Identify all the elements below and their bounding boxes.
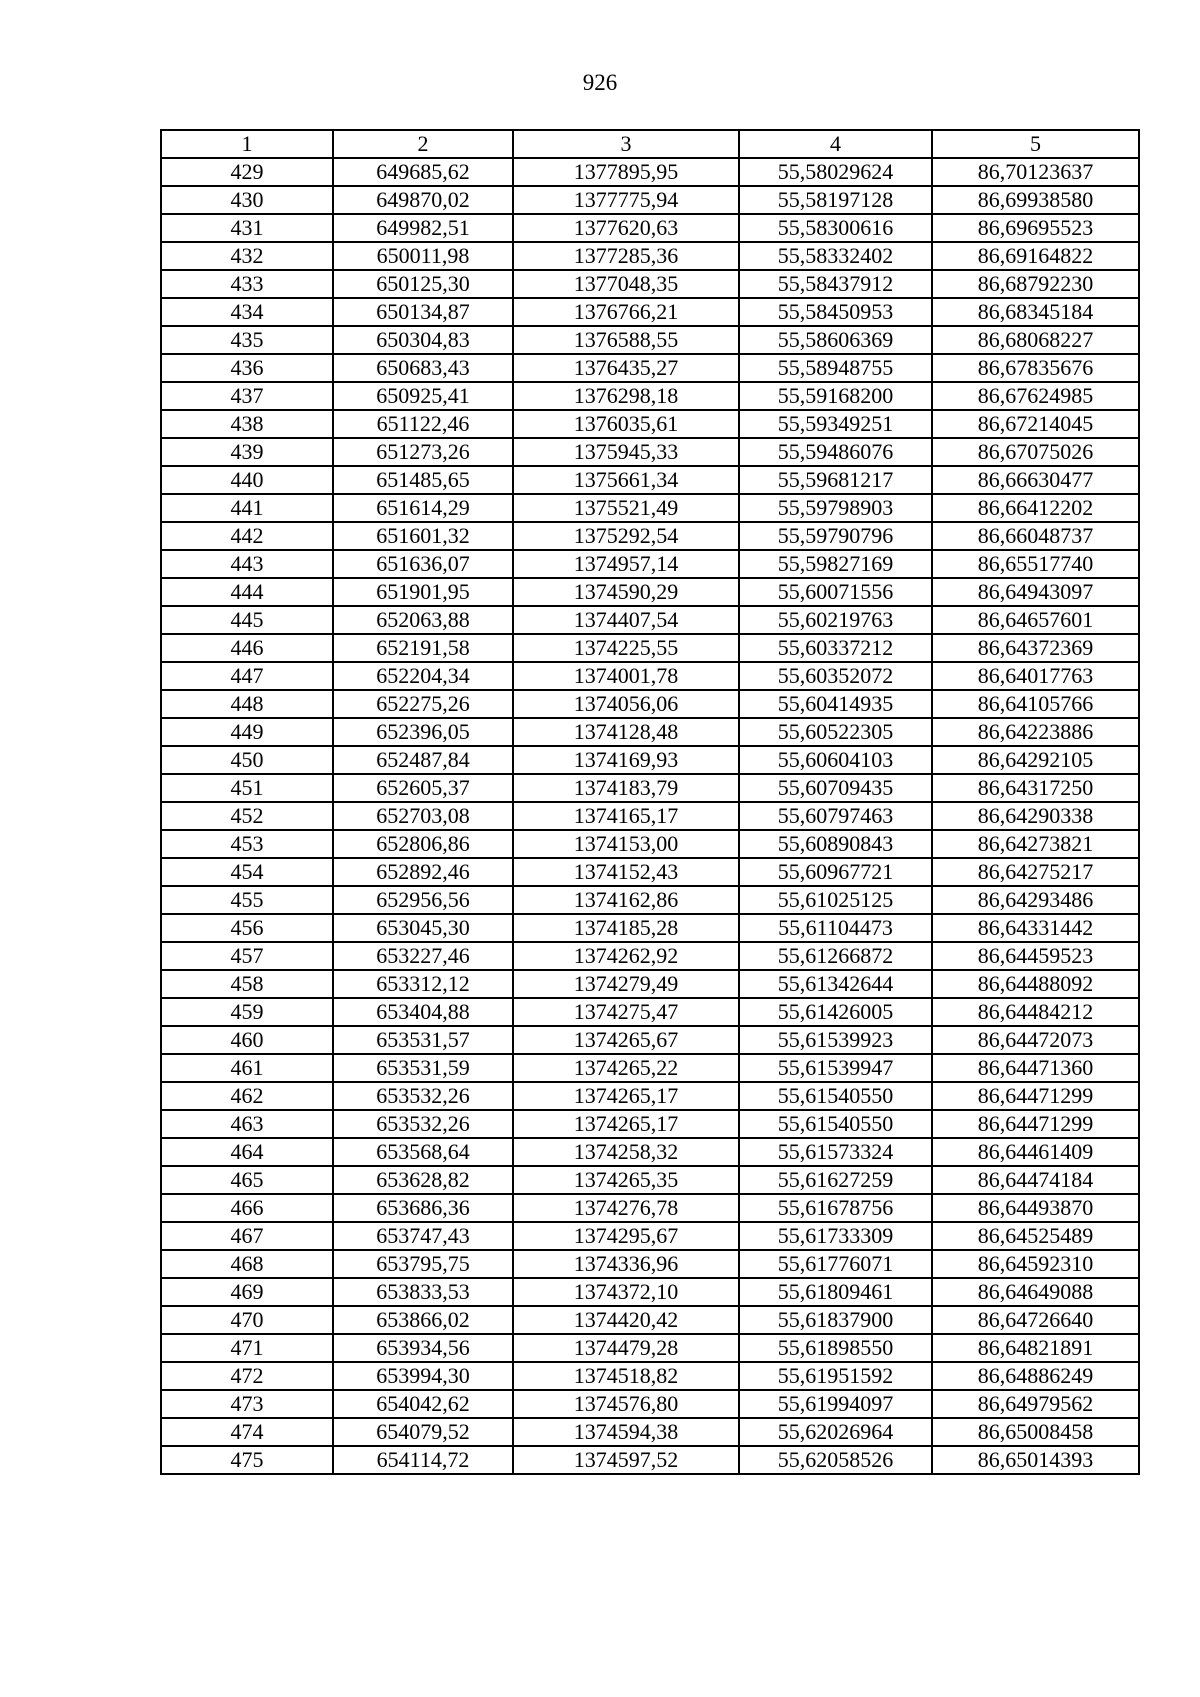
coord-x-cell: 653568,64 (333, 1138, 513, 1166)
latitude-cell: 55,61426005 (739, 998, 932, 1026)
coord-x-cell: 652806,86 (333, 830, 513, 858)
table-row (161, 1306, 1139, 1334)
longitude-cell: 86,66412202 (932, 494, 1139, 522)
table-row (161, 1194, 1139, 1222)
table-row (161, 382, 1139, 410)
coord-x-cell: 652275,26 (333, 690, 513, 718)
coord-y-cell: 1374265,35 (513, 1166, 739, 1194)
coord-x-cell: 653747,43 (333, 1222, 513, 1250)
coord-x-cell: 653866,02 (333, 1306, 513, 1334)
table-row (161, 914, 1139, 942)
column-header: 2 (333, 130, 513, 158)
point-number-cell: 436 (161, 354, 333, 382)
latitude-cell: 55,61951592 (739, 1362, 932, 1390)
longitude-cell: 86,64275217 (932, 858, 1139, 886)
point-number-cell: 475 (161, 1446, 333, 1474)
coord-x-cell: 652063,88 (333, 606, 513, 634)
coord-y-cell: 1374590,29 (513, 578, 739, 606)
coord-y-cell: 1374162,86 (513, 886, 739, 914)
point-number-cell: 435 (161, 326, 333, 354)
longitude-cell: 86,66048737 (932, 522, 1139, 550)
coord-x-cell: 651636,07 (333, 550, 513, 578)
table-row (161, 270, 1139, 298)
table-row (161, 1026, 1139, 1054)
latitude-cell: 55,60797463 (739, 802, 932, 830)
latitude-cell: 55,59827169 (739, 550, 932, 578)
coord-y-cell: 1377285,36 (513, 242, 739, 270)
coord-y-cell: 1374597,52 (513, 1446, 739, 1474)
latitude-cell: 55,59790796 (739, 522, 932, 550)
coord-x-cell: 652892,46 (333, 858, 513, 886)
point-number-cell: 450 (161, 746, 333, 774)
point-number-cell: 471 (161, 1334, 333, 1362)
longitude-cell: 86,64290338 (932, 802, 1139, 830)
point-number-cell: 459 (161, 998, 333, 1026)
coordinates-table (160, 129, 1140, 1475)
column-header: 4 (739, 130, 932, 158)
coord-y-cell: 1377048,35 (513, 270, 739, 298)
longitude-cell: 86,64471299 (932, 1110, 1139, 1138)
coord-y-cell: 1377895,95 (513, 158, 739, 186)
coord-x-cell: 650683,43 (333, 354, 513, 382)
longitude-cell: 86,69695523 (932, 214, 1139, 242)
longitude-cell: 86,64223886 (932, 718, 1139, 746)
coord-y-cell: 1374594,38 (513, 1418, 739, 1446)
longitude-cell: 86,64525489 (932, 1222, 1139, 1250)
longitude-cell: 86,65014393 (932, 1446, 1139, 1474)
longitude-cell: 86,64331442 (932, 914, 1139, 942)
latitude-cell: 55,58437912 (739, 270, 932, 298)
coord-y-cell: 1374276,78 (513, 1194, 739, 1222)
point-number-cell: 434 (161, 298, 333, 326)
longitude-cell: 86,64493870 (932, 1194, 1139, 1222)
longitude-cell: 86,65008458 (932, 1418, 1139, 1446)
coord-y-cell: 1375945,33 (513, 438, 739, 466)
table-row (161, 774, 1139, 802)
coord-x-cell: 653045,30 (333, 914, 513, 942)
table-row (161, 690, 1139, 718)
coord-y-cell: 1375292,54 (513, 522, 739, 550)
table-row (161, 1362, 1139, 1390)
longitude-cell: 86,64292105 (932, 746, 1139, 774)
coord-y-cell: 1374001,78 (513, 662, 739, 690)
coord-x-cell: 650925,41 (333, 382, 513, 410)
point-number-cell: 439 (161, 438, 333, 466)
table-row (161, 970, 1139, 998)
latitude-cell: 55,61678756 (739, 1194, 932, 1222)
coord-x-cell: 653531,57 (333, 1026, 513, 1054)
coord-y-cell: 1376035,61 (513, 410, 739, 438)
table-row (161, 886, 1139, 914)
coord-y-cell: 1376766,21 (513, 298, 739, 326)
coord-y-cell: 1374518,82 (513, 1362, 739, 1390)
coord-x-cell: 650011,98 (333, 242, 513, 270)
longitude-cell: 86,64886249 (932, 1362, 1139, 1390)
longitude-cell: 86,64105766 (932, 690, 1139, 718)
coord-x-cell: 650125,30 (333, 270, 513, 298)
table-row (161, 1278, 1139, 1306)
point-number-cell: 446 (161, 634, 333, 662)
latitude-cell: 55,60337212 (739, 634, 932, 662)
table-row (161, 550, 1139, 578)
coord-x-cell: 651122,46 (333, 410, 513, 438)
coord-y-cell: 1377775,94 (513, 186, 739, 214)
coord-x-cell: 650304,83 (333, 326, 513, 354)
table-header-row (161, 130, 1139, 158)
table-row (161, 662, 1139, 690)
table-row (161, 158, 1139, 186)
column-header: 3 (513, 130, 739, 158)
point-number-cell: 429 (161, 158, 333, 186)
latitude-cell: 55,59798903 (739, 494, 932, 522)
table-row (161, 1334, 1139, 1362)
point-number-cell: 452 (161, 802, 333, 830)
coord-x-cell: 653833,53 (333, 1278, 513, 1306)
point-number-cell: 443 (161, 550, 333, 578)
table-row (161, 1138, 1139, 1166)
latitude-cell: 55,59681217 (739, 466, 932, 494)
longitude-cell: 86,64472073 (932, 1026, 1139, 1054)
coord-x-cell: 650134,87 (333, 298, 513, 326)
longitude-cell: 86,67214045 (932, 410, 1139, 438)
latitude-cell: 55,58606369 (739, 326, 932, 354)
point-number-cell: 472 (161, 1362, 333, 1390)
coord-x-cell: 653404,88 (333, 998, 513, 1026)
latitude-cell: 55,61809461 (739, 1278, 932, 1306)
point-number-cell: 441 (161, 494, 333, 522)
coord-x-cell: 651614,29 (333, 494, 513, 522)
point-number-cell: 442 (161, 522, 333, 550)
longitude-cell: 86,69164822 (932, 242, 1139, 270)
longitude-cell: 86,64461409 (932, 1138, 1139, 1166)
longitude-cell: 86,64273821 (932, 830, 1139, 858)
longitude-cell: 86,64592310 (932, 1250, 1139, 1278)
coord-x-cell: 654079,52 (333, 1418, 513, 1446)
point-number-cell: 449 (161, 718, 333, 746)
coord-y-cell: 1374279,49 (513, 970, 739, 998)
longitude-cell: 86,65517740 (932, 550, 1139, 578)
coord-y-cell: 1376588,55 (513, 326, 739, 354)
coord-y-cell: 1374183,79 (513, 774, 739, 802)
coord-y-cell: 1374420,42 (513, 1306, 739, 1334)
coord-y-cell: 1376298,18 (513, 382, 739, 410)
coord-x-cell: 653532,26 (333, 1110, 513, 1138)
table-row (161, 858, 1139, 886)
coord-x-cell: 653934,56 (333, 1334, 513, 1362)
latitude-cell: 55,60071556 (739, 578, 932, 606)
coord-x-cell: 654114,72 (333, 1446, 513, 1474)
table-row (161, 326, 1139, 354)
coord-x-cell: 653312,12 (333, 970, 513, 998)
coord-y-cell: 1374479,28 (513, 1334, 739, 1362)
coord-y-cell: 1374372,10 (513, 1278, 739, 1306)
point-number-cell: 445 (161, 606, 333, 634)
table-row (161, 242, 1139, 270)
table-row (161, 802, 1139, 830)
latitude-cell: 55,58450953 (739, 298, 932, 326)
coord-x-cell: 649982,51 (333, 214, 513, 242)
longitude-cell: 86,68345184 (932, 298, 1139, 326)
point-number-cell: 464 (161, 1138, 333, 1166)
point-number-cell: 453 (161, 830, 333, 858)
latitude-cell: 55,61573324 (739, 1138, 932, 1166)
latitude-cell: 55,59486076 (739, 438, 932, 466)
longitude-cell: 86,64471299 (932, 1082, 1139, 1110)
point-number-cell: 466 (161, 1194, 333, 1222)
latitude-cell: 55,61342644 (739, 970, 932, 998)
coord-x-cell: 651601,32 (333, 522, 513, 550)
point-number-cell: 465 (161, 1166, 333, 1194)
table-row (161, 746, 1139, 774)
coord-y-cell: 1374265,67 (513, 1026, 739, 1054)
coord-y-cell: 1377620,63 (513, 214, 739, 242)
column-header: 1 (161, 130, 333, 158)
latitude-cell: 55,61898550 (739, 1334, 932, 1362)
coord-x-cell: 649870,02 (333, 186, 513, 214)
table-row (161, 1446, 1139, 1474)
coord-y-cell: 1374336,96 (513, 1250, 739, 1278)
longitude-cell: 86,64943097 (932, 578, 1139, 606)
table-row (161, 1082, 1139, 1110)
latitude-cell: 55,61994097 (739, 1390, 932, 1418)
coord-y-cell: 1374225,55 (513, 634, 739, 662)
longitude-cell: 86,64471360 (932, 1054, 1139, 1082)
table-row (161, 1222, 1139, 1250)
coord-x-cell: 652191,58 (333, 634, 513, 662)
point-number-cell: 468 (161, 1250, 333, 1278)
latitude-cell: 55,61540550 (739, 1110, 932, 1138)
point-number-cell: 457 (161, 942, 333, 970)
coord-x-cell: 653795,75 (333, 1250, 513, 1278)
coord-x-cell: 652605,37 (333, 774, 513, 802)
longitude-cell: 86,67835676 (932, 354, 1139, 382)
coord-y-cell: 1375521,49 (513, 494, 739, 522)
table-row (161, 998, 1139, 1026)
table-row (161, 354, 1139, 382)
latitude-cell: 55,61733309 (739, 1222, 932, 1250)
longitude-cell: 86,68792230 (932, 270, 1139, 298)
point-number-cell: 430 (161, 186, 333, 214)
point-number-cell: 461 (161, 1054, 333, 1082)
longitude-cell: 86,64979562 (932, 1390, 1139, 1418)
coord-x-cell: 653531,59 (333, 1054, 513, 1082)
point-number-cell: 458 (161, 970, 333, 998)
longitude-cell: 86,64657601 (932, 606, 1139, 634)
coord-y-cell: 1374265,17 (513, 1082, 739, 1110)
coord-x-cell: 652703,08 (333, 802, 513, 830)
table-row (161, 578, 1139, 606)
longitude-cell: 86,67624985 (932, 382, 1139, 410)
longitude-cell: 86,64726640 (932, 1306, 1139, 1334)
latitude-cell: 55,60890843 (739, 830, 932, 858)
point-number-cell: 438 (161, 410, 333, 438)
table-row (161, 942, 1139, 970)
table-body (161, 158, 1139, 1474)
longitude-cell: 86,64484212 (932, 998, 1139, 1026)
coord-x-cell: 651901,95 (333, 578, 513, 606)
table-row (161, 522, 1139, 550)
latitude-cell: 55,61776071 (739, 1250, 932, 1278)
table-row (161, 298, 1139, 326)
coord-x-cell: 653994,30 (333, 1362, 513, 1390)
point-number-cell: 474 (161, 1418, 333, 1446)
latitude-cell: 55,62026964 (739, 1418, 932, 1446)
latitude-cell: 55,58029624 (739, 158, 932, 186)
point-number-cell: 470 (161, 1306, 333, 1334)
longitude-cell: 86,67075026 (932, 438, 1139, 466)
longitude-cell: 86,64293486 (932, 886, 1139, 914)
point-number-cell: 448 (161, 690, 333, 718)
coord-y-cell: 1376435,27 (513, 354, 739, 382)
longitude-cell: 86,64488092 (932, 970, 1139, 998)
coord-x-cell: 653628,82 (333, 1166, 513, 1194)
coord-y-cell: 1374165,17 (513, 802, 739, 830)
table-row (161, 830, 1139, 858)
coord-y-cell: 1374128,48 (513, 718, 739, 746)
coord-y-cell: 1375661,34 (513, 466, 739, 494)
coord-x-cell: 652396,05 (333, 718, 513, 746)
table-row (161, 1110, 1139, 1138)
longitude-cell: 86,64821891 (932, 1334, 1139, 1362)
point-number-cell: 473 (161, 1390, 333, 1418)
point-number-cell: 437 (161, 382, 333, 410)
point-number-cell: 447 (161, 662, 333, 690)
point-number-cell: 432 (161, 242, 333, 270)
table-row (161, 186, 1139, 214)
longitude-cell: 86,64017763 (932, 662, 1139, 690)
latitude-cell: 55,61627259 (739, 1166, 932, 1194)
latitude-cell: 55,60414935 (739, 690, 932, 718)
latitude-cell: 55,61837900 (739, 1306, 932, 1334)
point-number-cell: 431 (161, 214, 333, 242)
table-row (161, 1250, 1139, 1278)
point-number-cell: 433 (161, 270, 333, 298)
coord-x-cell: 652487,84 (333, 746, 513, 774)
coord-x-cell: 653532,26 (333, 1082, 513, 1110)
latitude-cell: 55,60967721 (739, 858, 932, 886)
latitude-cell: 55,58300616 (739, 214, 932, 242)
point-number-cell: 469 (161, 1278, 333, 1306)
table-row (161, 634, 1139, 662)
coord-y-cell: 1374169,93 (513, 746, 739, 774)
coord-y-cell: 1374407,54 (513, 606, 739, 634)
coord-y-cell: 1374265,22 (513, 1054, 739, 1082)
table-row (161, 1418, 1139, 1446)
latitude-cell: 55,61539923 (739, 1026, 932, 1054)
table-row (161, 1390, 1139, 1418)
coord-x-cell: 652204,34 (333, 662, 513, 690)
latitude-cell: 55,59168200 (739, 382, 932, 410)
latitude-cell: 55,60604103 (739, 746, 932, 774)
longitude-cell: 86,64474184 (932, 1166, 1139, 1194)
column-header: 5 (932, 130, 1139, 158)
longitude-cell: 86,68068227 (932, 326, 1139, 354)
table-row (161, 1166, 1139, 1194)
latitude-cell: 55,60219763 (739, 606, 932, 634)
latitude-cell: 55,58948755 (739, 354, 932, 382)
longitude-cell: 86,64317250 (932, 774, 1139, 802)
coord-x-cell: 651485,65 (333, 466, 513, 494)
coord-x-cell: 653686,36 (333, 1194, 513, 1222)
latitude-cell: 55,60352072 (739, 662, 932, 690)
coord-x-cell: 653227,46 (333, 942, 513, 970)
point-number-cell: 454 (161, 858, 333, 886)
longitude-cell: 86,64649088 (932, 1278, 1139, 1306)
point-number-cell: 444 (161, 578, 333, 606)
longitude-cell: 86,64459523 (932, 942, 1139, 970)
latitude-cell: 55,61540550 (739, 1082, 932, 1110)
coord-y-cell: 1374262,92 (513, 942, 739, 970)
coord-y-cell: 1374185,28 (513, 914, 739, 942)
latitude-cell: 55,61104473 (739, 914, 932, 942)
point-number-cell: 463 (161, 1110, 333, 1138)
table-row (161, 494, 1139, 522)
point-number-cell: 451 (161, 774, 333, 802)
table-row (161, 214, 1139, 242)
point-number-cell: 456 (161, 914, 333, 942)
point-number-cell: 462 (161, 1082, 333, 1110)
coord-x-cell: 649685,62 (333, 158, 513, 186)
table-row (161, 410, 1139, 438)
coord-y-cell: 1374153,00 (513, 830, 739, 858)
latitude-cell: 55,61025125 (739, 886, 932, 914)
page-number: 926 (582, 70, 618, 95)
latitude-cell: 55,60709435 (739, 774, 932, 802)
longitude-cell: 86,69938580 (932, 186, 1139, 214)
point-number-cell: 460 (161, 1026, 333, 1054)
point-number-cell: 455 (161, 886, 333, 914)
table-row (161, 466, 1139, 494)
coord-y-cell: 1374295,67 (513, 1222, 739, 1250)
coord-y-cell: 1374957,14 (513, 550, 739, 578)
coord-y-cell: 1374152,43 (513, 858, 739, 886)
latitude-cell: 55,58332402 (739, 242, 932, 270)
point-number-cell: 440 (161, 466, 333, 494)
coord-x-cell: 651273,26 (333, 438, 513, 466)
latitude-cell: 55,61266872 (739, 942, 932, 970)
point-number-cell: 467 (161, 1222, 333, 1250)
longitude-cell: 86,66630477 (932, 466, 1139, 494)
coord-y-cell: 1374258,32 (513, 1138, 739, 1166)
latitude-cell: 55,60522305 (739, 718, 932, 746)
coord-x-cell: 652956,56 (333, 886, 513, 914)
latitude-cell: 55,58197128 (739, 186, 932, 214)
table-row (161, 606, 1139, 634)
latitude-cell: 55,59349251 (739, 410, 932, 438)
longitude-cell: 86,64372369 (932, 634, 1139, 662)
coord-y-cell: 1374576,80 (513, 1390, 739, 1418)
coord-x-cell: 654042,62 (333, 1390, 513, 1418)
latitude-cell: 55,61539947 (739, 1054, 932, 1082)
table-row (161, 718, 1139, 746)
table-row (161, 438, 1139, 466)
longitude-cell: 86,70123637 (932, 158, 1139, 186)
latitude-cell: 55,62058526 (739, 1446, 932, 1474)
coord-y-cell: 1374265,17 (513, 1110, 739, 1138)
table-row (161, 1054, 1139, 1082)
coord-y-cell: 1374056,06 (513, 690, 739, 718)
coord-y-cell: 1374275,47 (513, 998, 739, 1026)
